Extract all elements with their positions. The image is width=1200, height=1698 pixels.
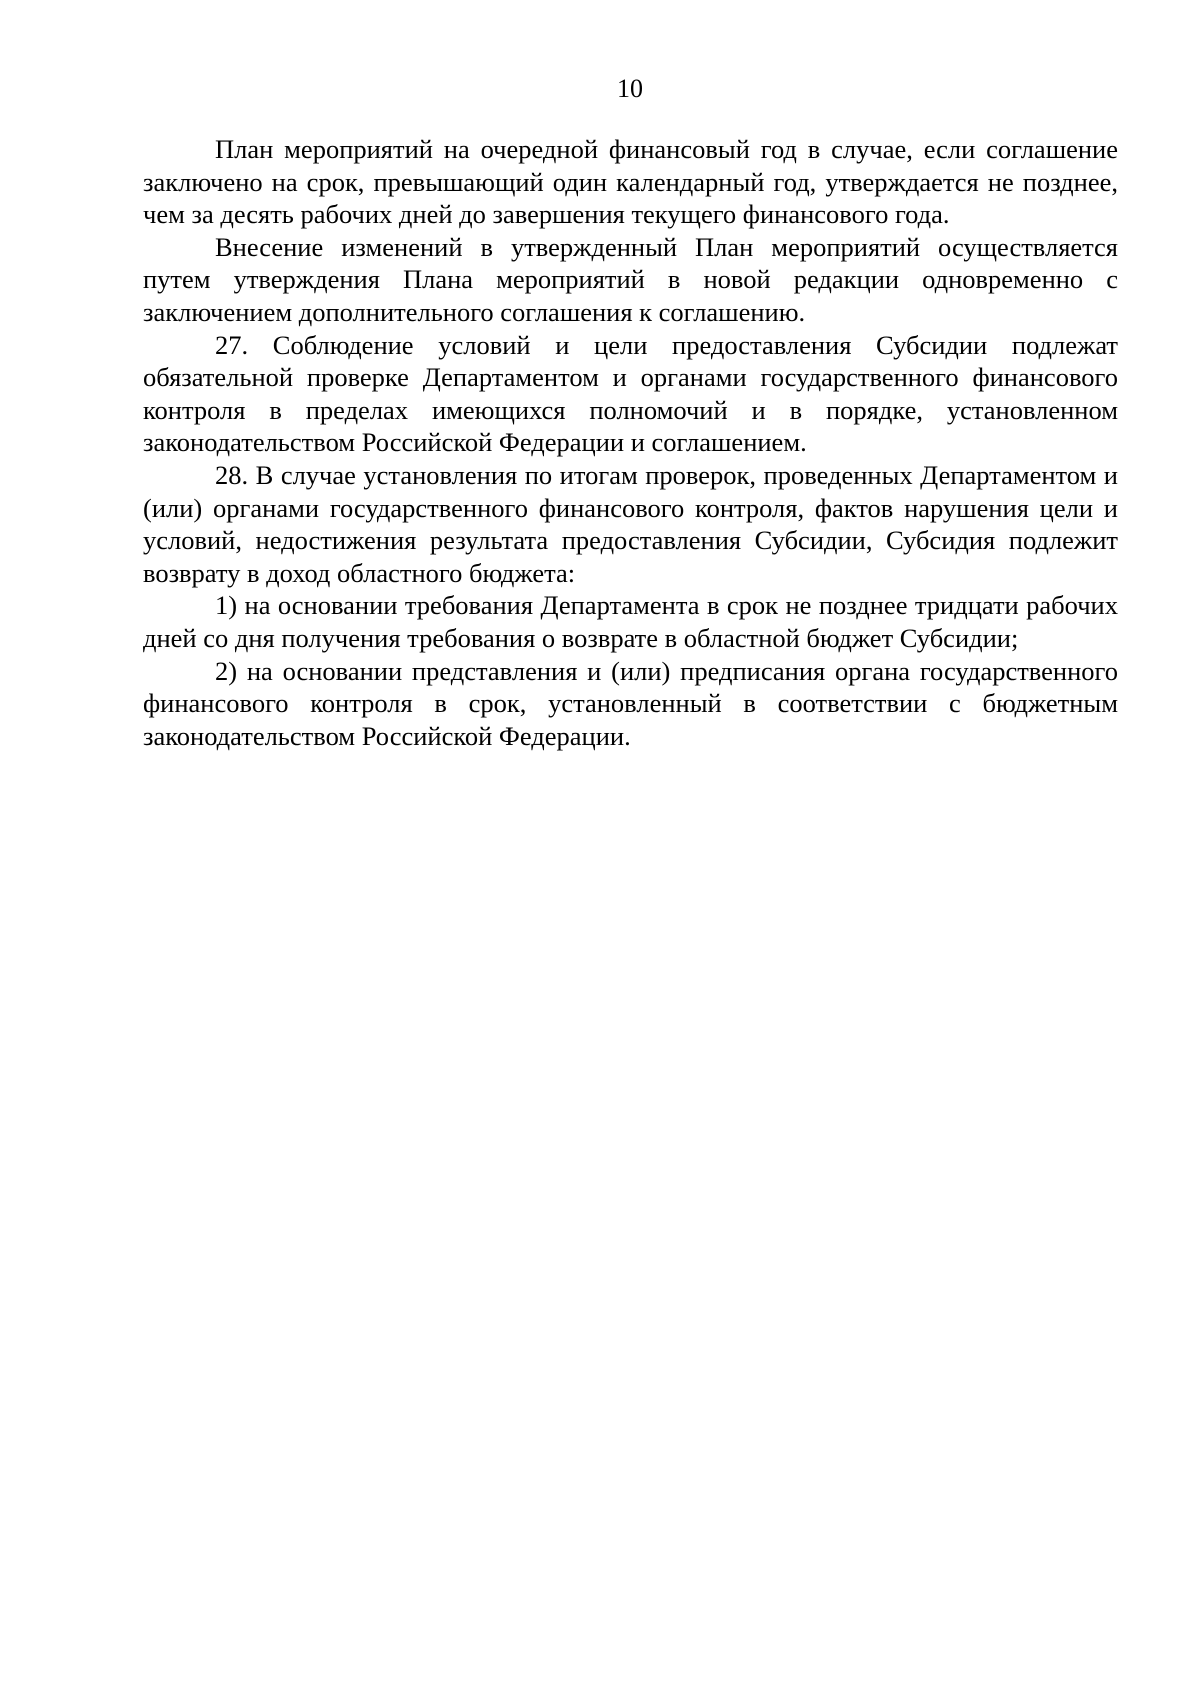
paragraph-28-subsidy-return: 28. В случае установления по итогам проверок, проведенных Департаментом и (или) органами государственного финансового контроля, фактов нарушения цели и условий, недостижения результата предоставления Субсидии, Субсидия подлежит возврату в доход областного бюджета: bbox=[143, 459, 1118, 588]
paragraph-27-compliance-check: 27. Соблюдение условий и цели предоставления Субсидии подлежат обязательной проверке Департаментом и органами государственного финансового контроля в пределах имеющихся полномочий и в порядке, установленном законодательством Российской Федерации и соглашением. bbox=[143, 329, 1118, 458]
paragraph-plan-approval: План мероприятий на очередной финансовый год в случае, если соглашение заключено на срок, превышающий один календарный год, утверждается не позднее, чем за десять рабочих дней до завершения текущего финансового года. bbox=[143, 134, 1118, 230]
page-number: 10 bbox=[617, 74, 643, 103]
paragraph-plan-amendment: Внесение изменений в утвержденный План мероприятий осуществляется путем утверждения Плана мероприятий в новой редакции одновременно с заключением дополнительного соглашения к соглашению. bbox=[143, 231, 1118, 327]
paragraph-return-item-1: 1) на основании требования Департамента в срок не позднее тридцати рабочих дней со дня получения требования о возврате в областной бюджет Субсидии; bbox=[143, 590, 1118, 653]
document-body bbox=[143, 133, 1118, 752]
paragraph-return-item-2: 2) на основании представления и (или) предписания органа государственного финансового контроля в срок, установленный в соответствии с бюджетным законодательством Российской Федерации. bbox=[143, 655, 1118, 751]
